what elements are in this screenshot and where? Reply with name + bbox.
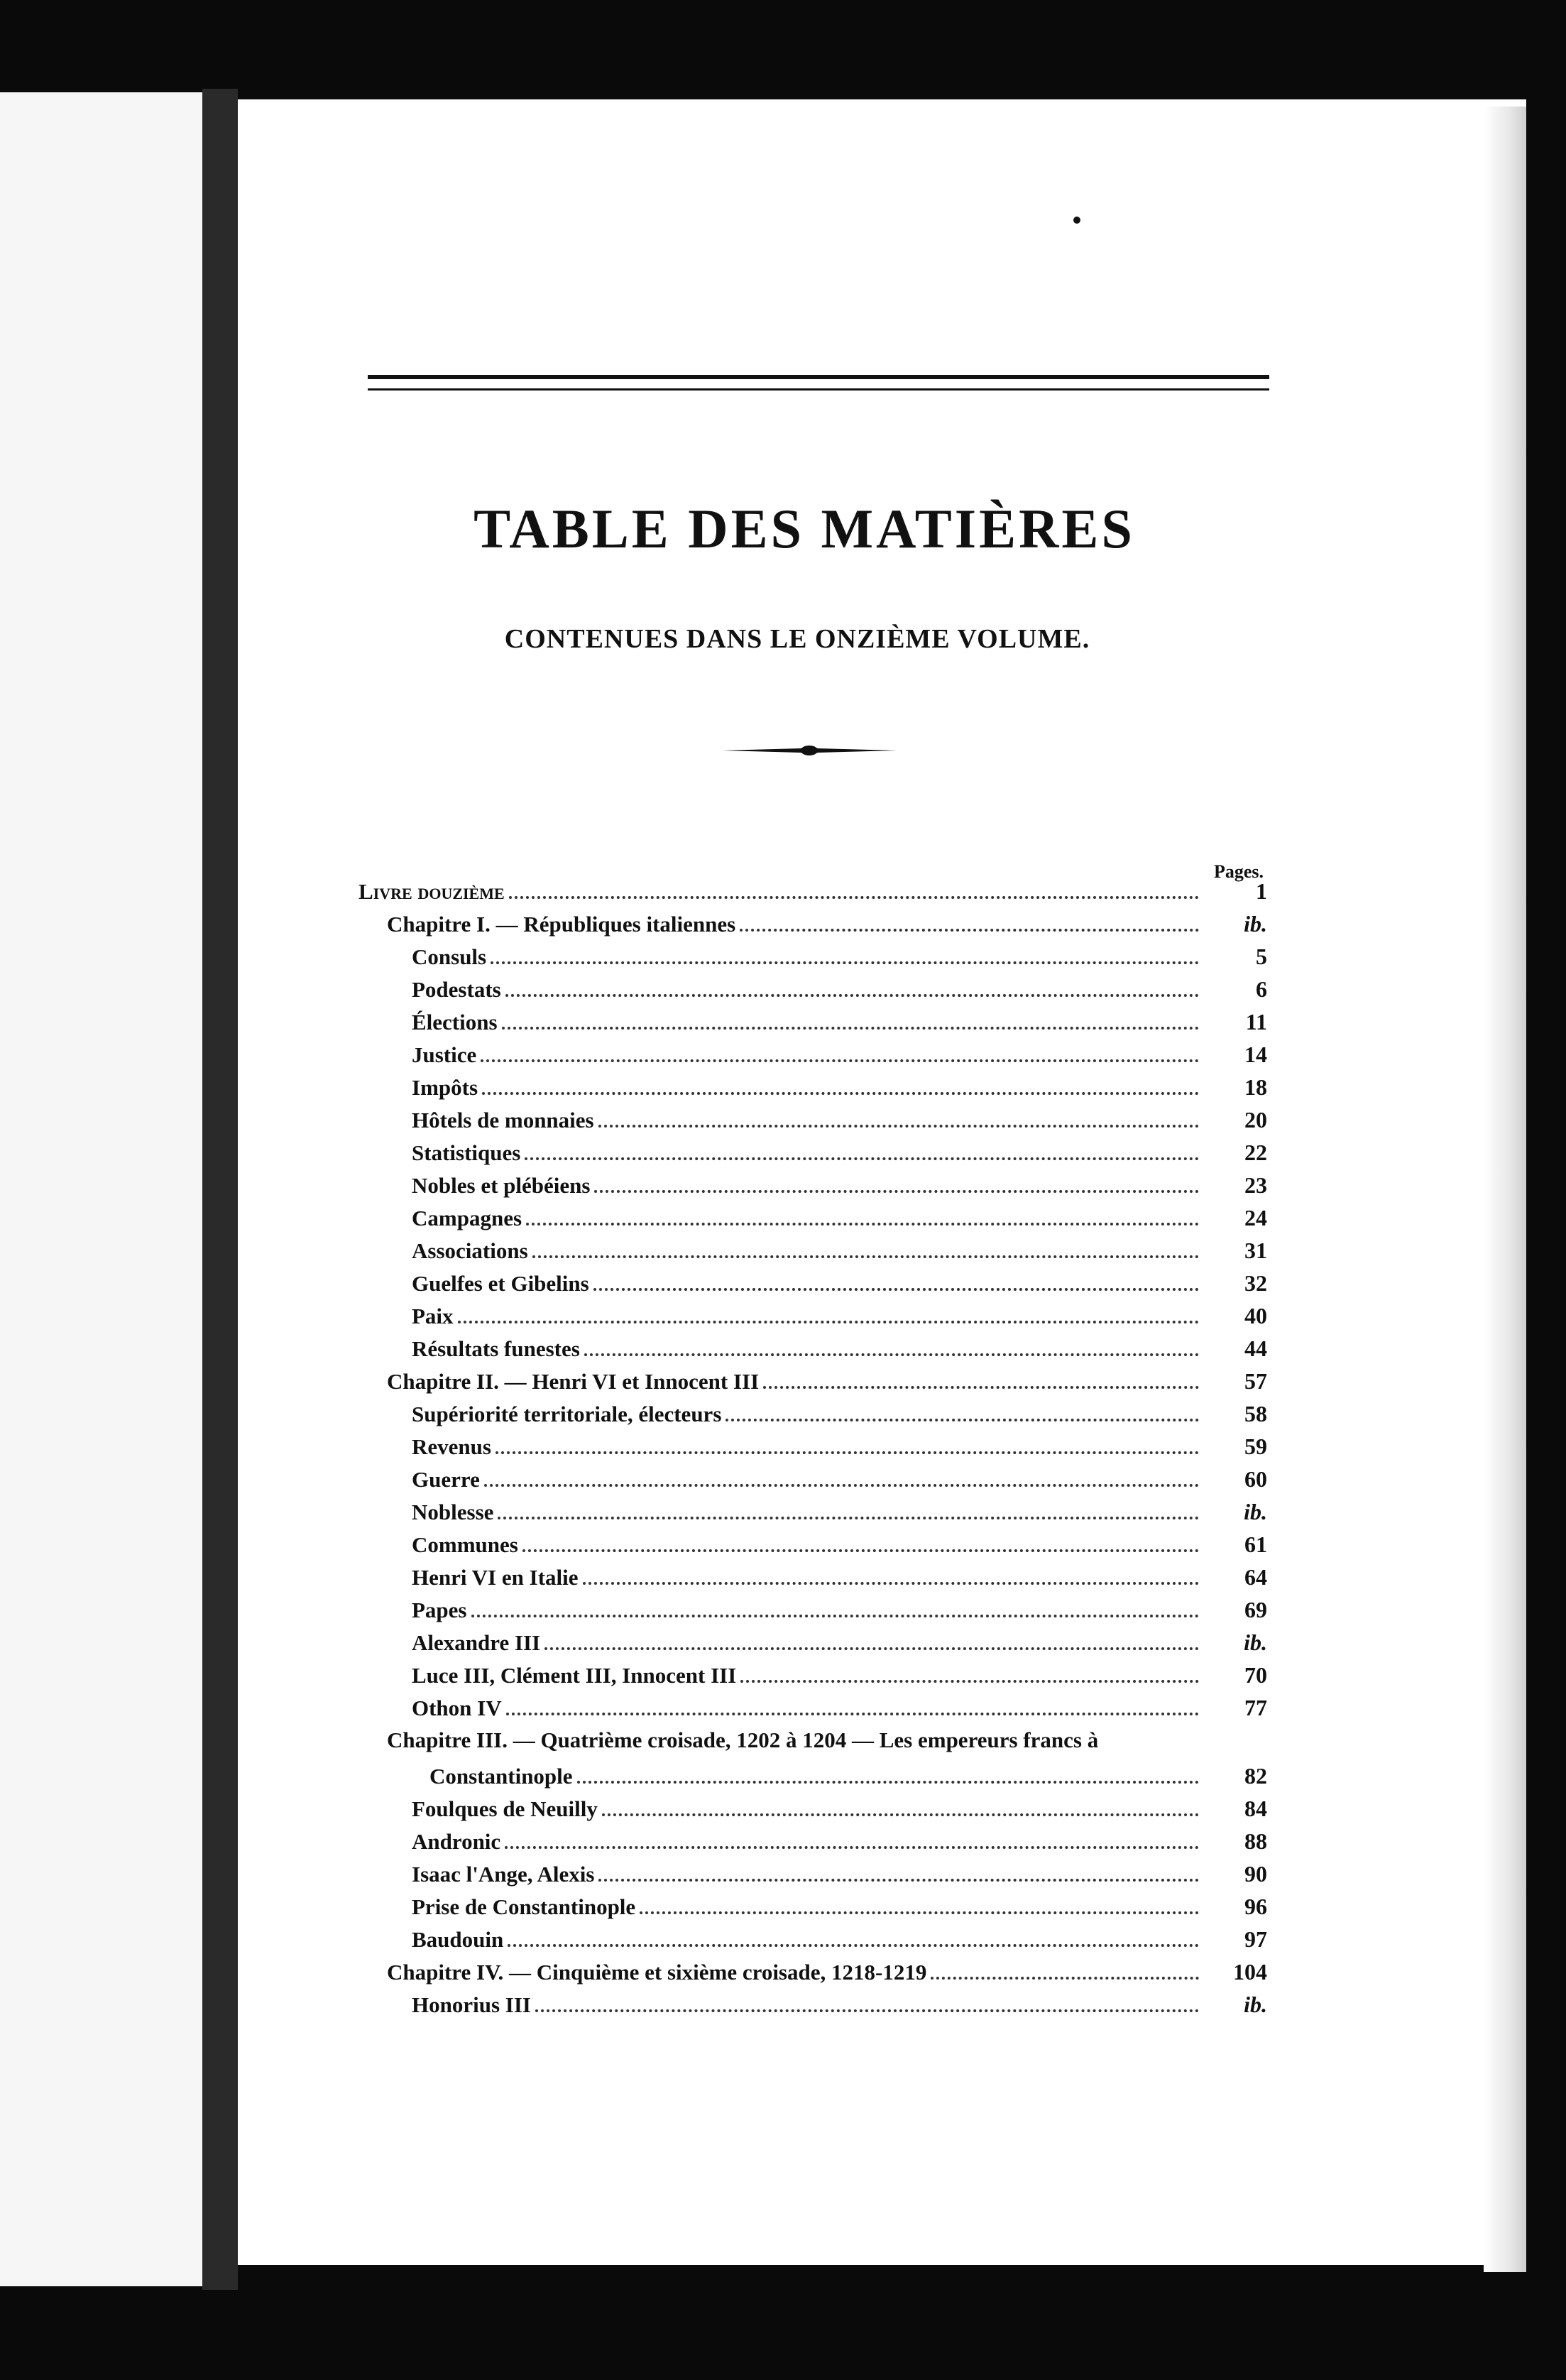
toc-entry (358, 1626, 1267, 1659)
toc-entry-page-number: 64 (1244, 1564, 1267, 1590)
toc-entry-page-number: 40 (1244, 1303, 1267, 1328)
dot-leader (594, 1187, 1199, 1193)
toc-entry (358, 1923, 1267, 1955)
dot-leader (482, 1089, 1199, 1095)
toc-entry (358, 1890, 1267, 1923)
toc-entry-page-number: ib. (1244, 1499, 1267, 1524)
dot-leader (583, 1579, 1200, 1585)
toc-entry (358, 1397, 1267, 1430)
toc-entry-page-number: 60 (1244, 1466, 1267, 1492)
toc-entry (358, 1103, 1267, 1136)
toc-entry-page-number: 96 (1244, 1894, 1267, 1919)
ornament-divider (723, 742, 897, 759)
dot-leader (505, 991, 1199, 997)
toc-entry-page-number: 70 (1244, 1662, 1267, 1688)
dot-leader (506, 1710, 1199, 1715)
toc-entry (358, 1691, 1267, 1724)
toc-entry (358, 1299, 1267, 1332)
toc-entry (358, 1825, 1267, 1857)
dot-leader (577, 1778, 1199, 1784)
dot-leader (505, 1843, 1199, 1849)
dot-leader (502, 1024, 1199, 1030)
toc-entry (358, 1332, 1267, 1365)
dot-leader (481, 1057, 1199, 1062)
toc-entry (358, 1234, 1267, 1267)
toc-entry-label: Résultats funestes (412, 1336, 580, 1361)
toc-entry-label: Prise de Constantinople (412, 1894, 636, 1919)
toc-entry-label: Supériorité territoriale, électeurs (412, 1402, 722, 1426)
toc-entry (358, 875, 1267, 907)
table-of-contents (358, 875, 1267, 2021)
book-gutter (202, 89, 238, 2290)
toc-entry-page-number: 69 (1244, 1597, 1267, 1622)
dot-leader (544, 1644, 1199, 1650)
dot-leader (931, 1974, 1199, 1980)
toc-entry-label: Guelfes et Gibelins (412, 1271, 589, 1296)
dot-leader (522, 1546, 1199, 1552)
toc-entry-page-number: 88 (1244, 1828, 1267, 1854)
toc-entry-page-number: 31 (1244, 1238, 1267, 1263)
dot-leader (584, 1350, 1199, 1356)
toc-entry-label: Guerre (412, 1467, 480, 1492)
pages-column-header: Pages. (1213, 861, 1264, 882)
toc-entry-label: Campagnes (412, 1206, 522, 1230)
toc-entry-page-number: 59 (1244, 1434, 1267, 1459)
toc-entry-page-number: 82 (1244, 1763, 1267, 1789)
toc-entry (358, 1005, 1267, 1038)
toc-entry-label: Hôtels de monnaies (412, 1108, 594, 1132)
dot-leader (525, 1154, 1199, 1160)
toc-entry-page-number: 61 (1244, 1532, 1267, 1557)
previous-page-edge (0, 92, 213, 2286)
toc-entry-label: Statistiques (412, 1140, 521, 1165)
toc-entry-label: Othon IV (412, 1696, 502, 1720)
toc-entry-label: Chapitre I. — Républiques italiennes (387, 912, 736, 937)
toc-entry-label: Élections (412, 1010, 498, 1035)
dot-leader (598, 1122, 1199, 1128)
toc-entry (358, 940, 1267, 973)
toc-entry-label: Isaac l'Ange, Alexis (412, 1862, 595, 1887)
toc-entry-label: Livre douzième (358, 879, 505, 904)
toc-entry (358, 1495, 1267, 1528)
toc-entry-page-number: 23 (1244, 1172, 1267, 1198)
toc-entry-label: Revenus (412, 1434, 491, 1459)
toc-entry-page-number: 5 (1256, 944, 1267, 969)
toc-entry-label: Constantinople (429, 1764, 573, 1789)
toc-entry (358, 1561, 1267, 1593)
dot-leader (740, 1677, 1199, 1683)
toc-entry-label: Justice (412, 1042, 477, 1067)
toc-entry-page-number: ib. (1244, 1992, 1267, 2017)
toc-entry (358, 1593, 1267, 1626)
dot-leader (458, 1318, 1199, 1323)
toc-entry (358, 1430, 1267, 1463)
page-fore-edge (1484, 107, 1526, 2272)
dot-leader (495, 1448, 1199, 1454)
toc-entry (358, 1169, 1267, 1201)
header-double-rule (368, 375, 1269, 391)
dot-leader (602, 1811, 1199, 1816)
toc-entry-page-number: 1 (1256, 878, 1267, 904)
toc-entry (358, 1988, 1267, 2021)
toc-entry-page-number: ib. (1244, 1630, 1267, 1655)
toc-entry-label: Chapitre IV. — Cinquième et sixième croisade, 1218-1219 (387, 1960, 927, 1985)
toc-entry-page-number: 22 (1244, 1140, 1267, 1165)
dot-leader (491, 959, 1199, 964)
toc-entry (358, 1759, 1267, 1792)
dot-leader (532, 1252, 1199, 1258)
toc-entry-page-number: 24 (1244, 1205, 1267, 1230)
dot-leader (598, 1876, 1199, 1882)
dot-leader (725, 1416, 1199, 1421)
dot-leader (484, 1481, 1199, 1487)
dot-leader (498, 1514, 1199, 1519)
toc-entry (358, 907, 1267, 940)
toc-entry (358, 973, 1267, 1005)
toc-entry-label: Nobles et plébéiens (412, 1173, 591, 1198)
toc-entry-label: Chapitre III. — Quatrième croisade, 1202 à 1204 — Les empereurs francs à (387, 1727, 1099, 1752)
toc-entry-label: Henri VI en Italie (412, 1565, 579, 1590)
toc-entry (358, 1365, 1267, 1397)
toc-entry (358, 1463, 1267, 1495)
toc-entry-label: Impôts (412, 1075, 478, 1100)
toc-entry-page-number: 20 (1244, 1107, 1267, 1132)
toc-entry-page-number: 6 (1256, 976, 1267, 1002)
toc-entry-page-number: 104 (1233, 1959, 1267, 1985)
page-title: TABLE DES MATIÈRES (473, 498, 1135, 559)
toc-entry (358, 1659, 1267, 1691)
toc-entry (358, 1136, 1267, 1169)
toc-entry-label: Alexandre III (412, 1630, 541, 1655)
toc-entry-page-number: 57 (1244, 1368, 1267, 1394)
toc-entry-label: Foulques de Neuilly (412, 1796, 598, 1821)
toc-entry (358, 1955, 1267, 1988)
dot-leader (509, 893, 1199, 899)
toc-entry (358, 1857, 1267, 1890)
toc-entry-label: Chapitre II. — Henri VI et Innocent III (387, 1369, 760, 1394)
toc-entry-page-number: 58 (1244, 1401, 1267, 1426)
toc-entry-label: Associations (412, 1238, 528, 1263)
dot-leader (593, 1285, 1199, 1291)
toc-entry-page-number: 32 (1244, 1270, 1267, 1296)
toc-entry (358, 1528, 1267, 1561)
dot-leader (640, 1909, 1199, 1914)
page-subtitle: CONTENUES DANS LE ONZIÈME VOLUME. (504, 624, 1090, 654)
toc-entry-label: Noblesse (412, 1500, 494, 1524)
toc-entry-label: Papes (412, 1598, 467, 1622)
toc-entry-page-number: 77 (1244, 1695, 1267, 1720)
toc-entry-label: Andronic (412, 1829, 501, 1854)
toc-entry-page-number: 11 (1245, 1009, 1267, 1035)
toc-entry-page-number: 97 (1244, 1926, 1267, 1952)
dot-leader (526, 1220, 1199, 1226)
dot-leader (740, 926, 1199, 932)
dot-leader (763, 1383, 1199, 1389)
toc-entry (358, 1724, 1267, 1759)
toc-entry (358, 1267, 1267, 1299)
toc-entry-page-number: 84 (1244, 1796, 1267, 1821)
toc-entry (358, 1792, 1267, 1825)
dot-leader (535, 2007, 1199, 2012)
toc-entry-label: Consuls (412, 944, 487, 969)
toc-entry-label: Luce III, Clément III, Innocent III (412, 1663, 737, 1688)
toc-entry-page-number: 18 (1244, 1074, 1267, 1100)
dot-leader (471, 1612, 1200, 1617)
toc-entry-label: Baudouin (412, 1927, 504, 1952)
toc-entry-label: Honorius III (412, 1992, 531, 2017)
toc-entry (358, 1071, 1267, 1103)
toc-entry (358, 1038, 1267, 1071)
toc-entry-label: Communes (412, 1532, 518, 1557)
toc-entry-label: Paix (412, 1304, 454, 1328)
dot-leader (1102, 1745, 1199, 1747)
toc-entry-label: Podestats (412, 977, 501, 1002)
ink-speck (1073, 217, 1080, 224)
toc-entry-page-number: 44 (1244, 1336, 1267, 1361)
toc-entry (358, 1201, 1267, 1234)
toc-entry-page-number: ib. (1244, 911, 1267, 937)
toc-entry-page-number: 14 (1244, 1042, 1267, 1067)
toc-entry-page-number: 90 (1244, 1861, 1267, 1887)
dot-leader (508, 1941, 1199, 1947)
